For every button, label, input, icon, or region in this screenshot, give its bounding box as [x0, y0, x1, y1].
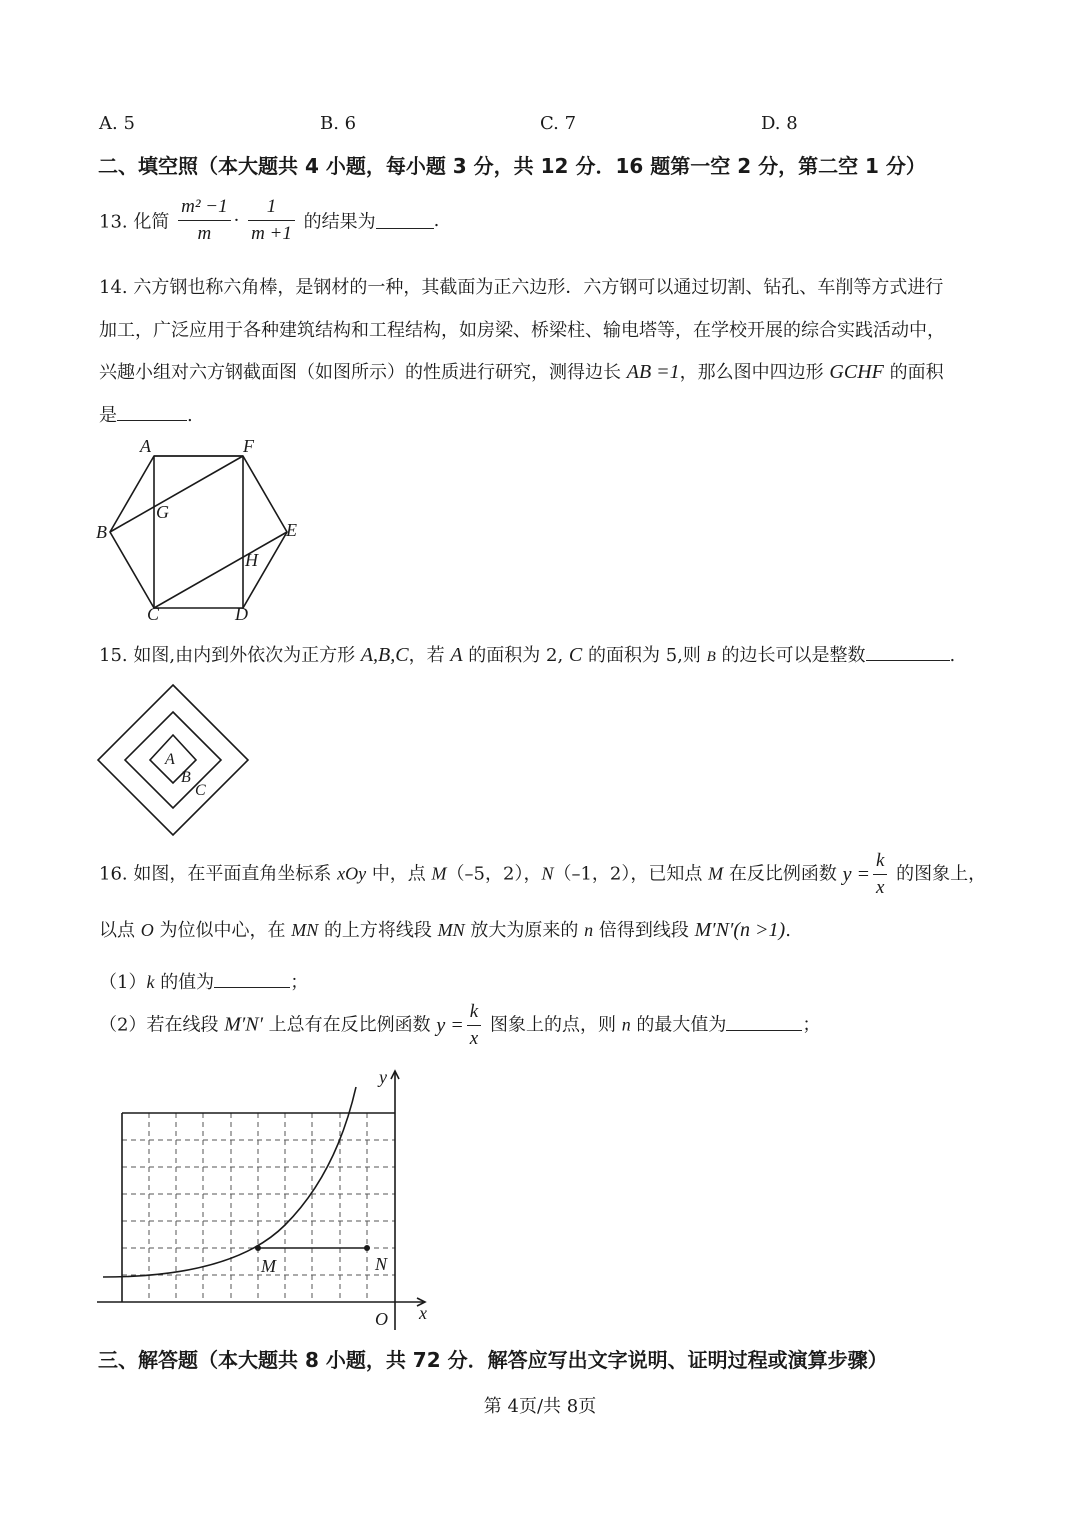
- q13-frac1-denominator: m: [197, 223, 212, 244]
- hexagon-figure: [90, 432, 320, 627]
- q15-math-c: C: [568, 644, 583, 666]
- q16-xoy: xOy: [337, 863, 367, 884]
- label-a: A: [140, 436, 151, 456]
- q16-fraction-k-x: [873, 849, 887, 900]
- q16-sub2-d: 的最大值为: [636, 1014, 727, 1036]
- label-c: C: [147, 604, 160, 624]
- q15-prefix: 15. 如图,由内到外依次为正方形: [99, 645, 356, 666]
- q15-t4: 的边长可以是整数: [721, 645, 866, 666]
- q16-frac-x: x: [875, 877, 885, 898]
- label-square-a: A: [165, 751, 175, 768]
- hexagon-outline: [110, 456, 287, 608]
- q16-line-2-end: .: [785, 920, 791, 941]
- choice-c: C. 7: [540, 113, 577, 134]
- segment-ce: [154, 532, 287, 608]
- q15-t1: ，若: [408, 645, 445, 666]
- q16-sub1-b: 的值为: [160, 972, 215, 993]
- label-point-n: N: [375, 1254, 388, 1274]
- q16-line-2e: 倍得到线段: [598, 920, 689, 941]
- q15-math-b: B: [706, 649, 716, 665]
- q14-line-1: 14. 六方钢也称六角棒，是钢材的一种，其截面为正六边形．六方钢可以通过切割、钻孔、车削等方式进行: [99, 277, 944, 298]
- q14-answer-blank[interactable]: [117, 404, 187, 421]
- choice-d: D. 8: [761, 113, 798, 134]
- q13-end: .: [433, 210, 440, 231]
- q16-m-coord: （–5，2），: [446, 863, 542, 885]
- label-g: G: [156, 502, 169, 522]
- coordinate-graph: [95, 1065, 440, 1335]
- q16-line-2d: 放大为原来的: [470, 920, 579, 941]
- point-m: [255, 1245, 261, 1251]
- q16-line-2b: 为位似中心，在: [159, 920, 286, 941]
- q16-point-n: N: [541, 863, 554, 884]
- q16-sub2-c: 图象上的点，则: [489, 1014, 616, 1036]
- label-b: B: [96, 522, 107, 542]
- q16-line-2c: 的上方将线段: [323, 920, 432, 941]
- q16-sub1-a: （1）: [99, 972, 147, 993]
- q16-line-1d: 的图象上，: [896, 863, 987, 885]
- label-point-m: M: [261, 1256, 276, 1276]
- q14-line-3: [99, 358, 944, 384]
- label-f: F: [243, 436, 254, 456]
- q16-sub2-end: ；: [802, 1014, 821, 1036]
- q13-answer-blank[interactable]: [376, 212, 434, 229]
- point-n: [364, 1245, 370, 1251]
- q13-prefix: 13. 化简: [99, 211, 170, 233]
- q16-sub2-fraction: [467, 1000, 481, 1051]
- q16-n: n: [584, 920, 594, 940]
- q16-sub2-answer-blank[interactable]: [726, 1014, 802, 1031]
- q16-sub2-b: 上总有在反比例函数: [268, 1014, 431, 1036]
- q13-dot: ·: [233, 210, 240, 231]
- q16-sub1-end: ；: [290, 972, 309, 993]
- q16-sub2-a: （2）若在线段: [99, 1014, 219, 1036]
- label-origin: O: [375, 1309, 388, 1329]
- q13-fraction-2: [248, 195, 295, 246]
- q13-frac2-denominator: m +1: [251, 223, 292, 244]
- q14-line-4: [99, 401, 193, 427]
- section-3-heading: 三、解答题（本大题共 8 小题，共 72 分．解答应写出文字说明、证明过程或演算步骤）: [98, 1348, 888, 1372]
- q16-sub-2: [99, 1000, 820, 1051]
- nested-squares-figure: [95, 682, 251, 838]
- q13-suffix: 的结果为: [303, 211, 376, 233]
- q16-point-m: M: [431, 863, 447, 884]
- q14-line-2: 加工，广泛应用于各种建筑结构和工程结构，如房梁、桥梁柱、输电塔等，在学校开展的综合实践活动中，: [99, 320, 945, 341]
- q15-math-abc: A,B,C: [360, 644, 409, 666]
- q15-t2: 的面积为 2,: [468, 645, 564, 666]
- label-y-axis: y: [379, 1067, 387, 1087]
- q16-line-2a: 以点: [99, 920, 135, 941]
- q14-line-4-text: 是: [99, 405, 117, 426]
- q16-point-o: O: [140, 920, 154, 940]
- label-h: H: [245, 550, 258, 570]
- q16-sub2-mn: M′N′: [224, 1013, 263, 1036]
- q16-sub2-n: n: [621, 1014, 631, 1035]
- page-footer: 第 4页/共 8页: [483, 1396, 597, 1417]
- q16-line-1b: 中，点: [371, 863, 426, 885]
- choice-a: A. 5: [99, 113, 135, 134]
- q15-answer-blank[interactable]: [866, 644, 950, 661]
- q14-line-3a: 兴趣小组对六方钢截面图（如图所示）的性质进行研究，测得边长: [99, 362, 621, 383]
- q14-math-ab: AB =1: [626, 361, 680, 383]
- q16-sub2-frac-k: k: [467, 1000, 481, 1026]
- label-square-b: B: [181, 769, 191, 786]
- q16-sub2-y-eq: y =: [436, 1014, 464, 1037]
- choice-b: B. 6: [320, 113, 357, 134]
- q14-line-3c: 的面积: [889, 362, 944, 383]
- q15-end: .: [949, 645, 956, 666]
- question-15: [99, 641, 955, 667]
- q16-point-m-2: M: [708, 863, 724, 884]
- question-13: [99, 195, 439, 246]
- q16-sub1-k: k: [146, 972, 155, 992]
- q16-frac-k: k: [873, 849, 887, 875]
- q16-sub1-answer-blank[interactable]: [214, 971, 290, 988]
- q16-line-1c: 在反比例函数: [728, 863, 837, 885]
- q16-y-eq: y =: [842, 863, 870, 886]
- label-d: D: [235, 604, 248, 624]
- q16-mpnp: M′N′(n >1): [694, 919, 786, 941]
- q16-mn-2: MN: [437, 920, 465, 940]
- q15-t3: 的面积为 5,则: [588, 645, 701, 666]
- section-2-heading: 二、填空照（本大题共 4 小题，每小题 3 分，共 12 分．16 题第一空 2 分，第二空 1 分）: [98, 154, 926, 178]
- q16-line-2: [99, 916, 791, 942]
- q14-line-3b: ，那么图中四边形: [679, 362, 824, 383]
- q13-fraction-1: [178, 195, 231, 246]
- label-e: E: [286, 520, 297, 540]
- q15-math-a: A: [450, 644, 463, 666]
- label-square-c: C: [195, 782, 206, 799]
- segment-bf: [110, 456, 243, 532]
- q14-math-gchf: GCHF: [829, 361, 884, 383]
- q13-frac2-numerator: 1: [248, 195, 295, 221]
- q16-n-coord: （–1，2），已知点: [553, 863, 703, 885]
- q16-line-1a: 16. 如图，在平面直角坐标系: [99, 863, 332, 885]
- q16-mn: MN: [291, 920, 319, 940]
- label-x-axis: x: [419, 1303, 427, 1323]
- q16-sub-1: [99, 968, 308, 994]
- q14-line-4-end: .: [187, 405, 193, 426]
- q13-frac1-numerator: m² −1: [178, 195, 231, 221]
- q16-sub2-frac-x: x: [469, 1028, 479, 1049]
- q16-line-1: [99, 849, 986, 900]
